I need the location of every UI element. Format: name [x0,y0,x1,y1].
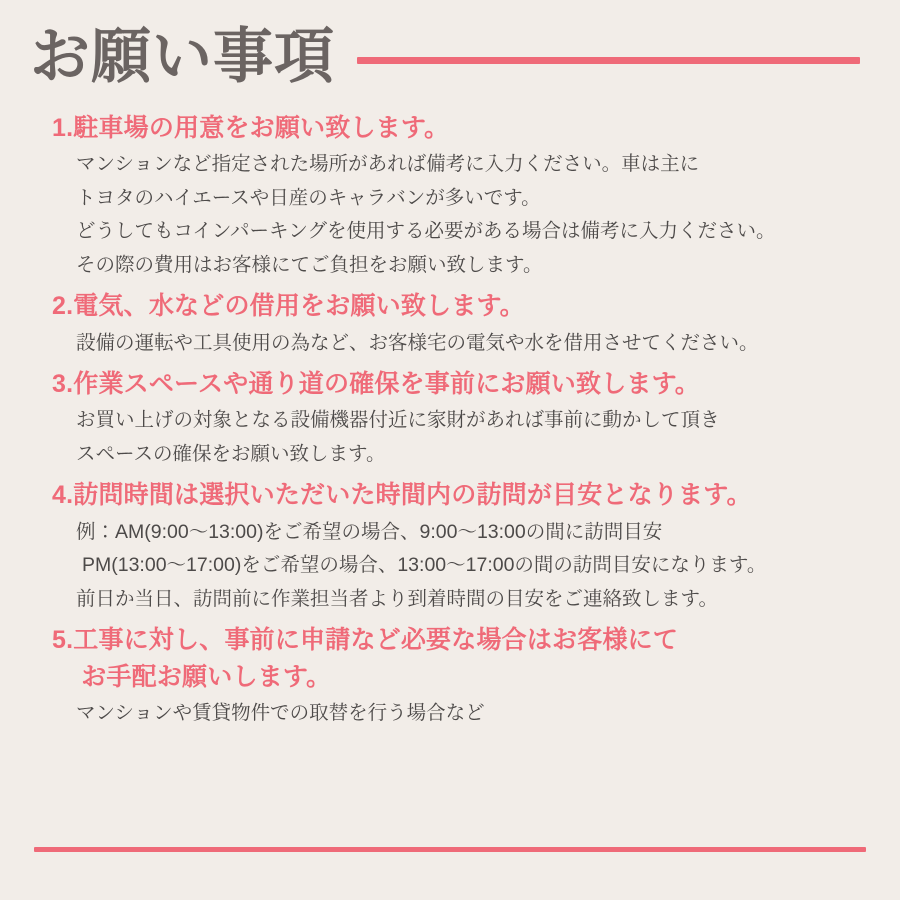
item-body [34,695,866,735]
item-heading-text: 作業スペースや通り道の確保を事前にお願い致します。 [73,370,701,399]
item-body [34,146,866,286]
body-line: 例：AM(9:00〜13:00)をご希望の場合、9:00〜13:00の間に訪問目安 [76,520,663,543]
item-body [34,325,866,365]
item-body [34,402,866,475]
list-item [34,477,866,620]
body-line: どうしてもコインパーキングを使用する必要がある場合は備考に入力ください。 [76,220,776,243]
item-heading-line-1: 工事に対し、事前に申請など必要な場合はお客様にて [73,626,679,655]
item-heading [34,288,866,324]
body-line: マンションや賃貸物件での取替を行う場合など [76,701,485,724]
footer-divider [34,847,866,852]
item-heading-text: 訪問時間は選択いただいた時間内の訪問が目安となります。 [73,481,752,510]
body-line: その際の費用はお客様にてご負担をお願い致します。 [76,253,543,276]
item-number: 4. [52,481,74,510]
item-heading [34,110,866,146]
item-number: 2. [52,292,74,321]
item-heading-line-2: お手配お願いします。 [81,662,332,691]
list-item [34,110,866,286]
list-item [34,366,866,475]
body-line: スペースの確保をお願い致します。 [76,442,386,465]
body-line: PM(13:00〜17:00)をご希望の場合、13:00〜17:00の間の訪問目安になります。 [82,554,767,577]
body-line: トヨタのハイエースや日産のキャラバンが多いです。 [76,186,541,209]
header-divider [357,57,860,64]
item-heading [34,477,866,513]
list-item [34,622,866,734]
item-heading-text: 電気、水などの借用をお願い致します。 [73,292,525,321]
body-line: お買い上げの対象となる設備機器付近に家財があれば事前に動かして頂き [76,409,720,432]
item-heading-text: 駐車場の用意をお願い致します。 [73,114,450,142]
item-heading-text [73,622,678,695]
list-item [34,288,866,364]
item-number: 1. [52,114,74,142]
item-heading [34,622,866,695]
page-header [0,0,900,92]
body-line: マンションなど指定された場所があれば備考に入力ください。車は主に [76,153,700,176]
item-heading [34,366,866,402]
item-body [34,514,866,621]
notice-list [0,92,900,734]
item-number: 5. [52,626,74,655]
item-number: 3. [52,370,74,399]
body-line: 設備の運転や工具使用の為など、お客様宅の電気や水を借用させてください。 [76,331,759,354]
page-title: お願い事項 [30,23,335,90]
body-line: 前日か当日、訪問前に作業担当者より到着時間の目安をご連絡致します。 [76,587,718,610]
